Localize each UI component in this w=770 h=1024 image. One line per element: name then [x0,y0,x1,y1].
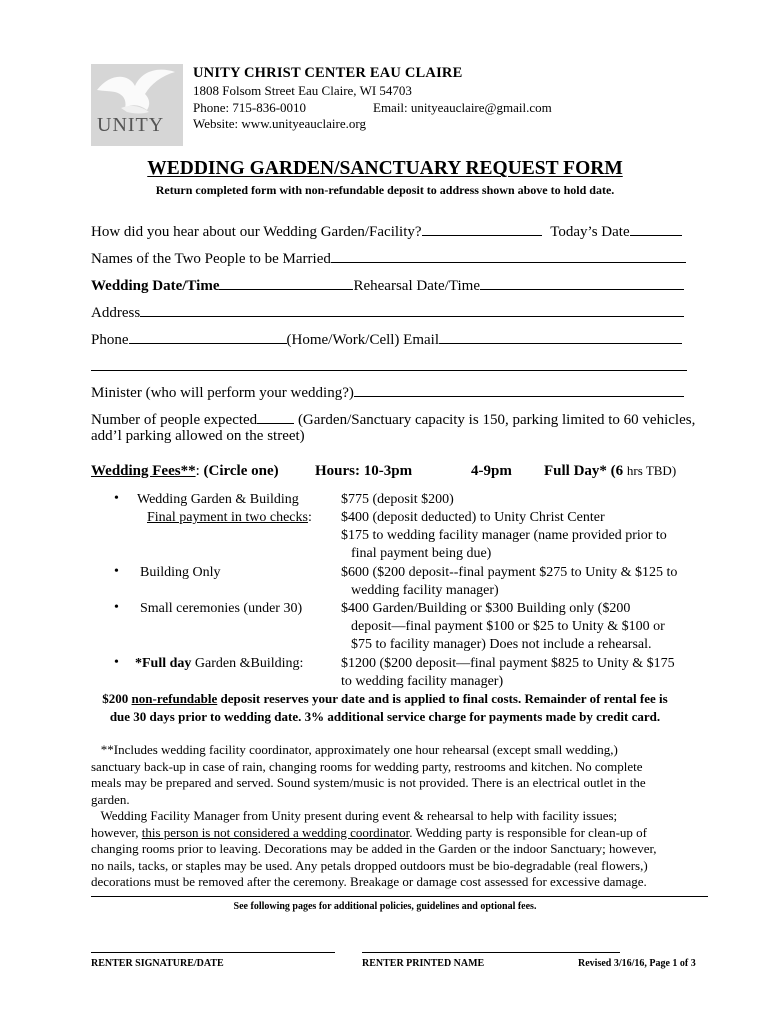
deposit-line-2: due 30 days prior to wedding date. 3% additional service charge for payments made by credit card. [109,709,661,724]
fee-line: $75 to facility manager) Does not include a rehearsal. [351,637,652,652]
fee-line: wedding facility manager) [351,583,499,598]
people-expected-blank[interactable] [257,410,294,424]
printed-name-label: RENTER PRINTED NAME [362,958,485,969]
field-row-address [91,303,684,322]
fees-heading-colon: : [195,463,204,479]
see-following-note: See following pages for additional policies, guidelines and optional fees. [233,901,537,912]
full-day-label: Full Day* (6 [544,463,627,479]
full-day-heading [544,463,676,480]
fees-heading-row [91,463,279,480]
minister-label: Minister (who will perform your wedding?) [91,385,354,401]
capacity-note: (Garden/Sanctuary capacity is 150, parking limited to 60 vehicles, [294,412,696,428]
field-row-phone [91,330,682,349]
deposit-line-1: $200 non-refundable deposit reserves your date and is applied to final costs. Remainder of rental fee is [102,691,668,706]
org-phone: Phone: 715-836-0010 [193,100,307,115]
fee-line: to wedding facility manager) [341,674,504,689]
capacity-note-2: add’l parking allowed on the street) [91,428,305,444]
bullet-icon: • [114,655,119,670]
field-row-minister [91,383,684,402]
circle-one-label: (Circle one) [203,463,279,479]
todays-date-blank[interactable] [630,222,682,236]
fee-item-sub: Final payment in two checks: [147,510,312,525]
field-row-names [91,249,686,268]
minister-blank[interactable] [354,383,684,397]
field-row-dates [91,276,684,295]
bullet-icon: • [114,564,119,579]
names-blank[interactable] [331,249,686,263]
includes-paragraph [91,742,691,891]
people-expected-label: Number of people expected [91,412,258,428]
includes-line: sanctuary back-up in case of rain, changing rooms for wedding party, restrooms and kitchen. No complete [91,758,643,774]
field-row-people [91,410,695,429]
org-email: Email: unityeauclaire@gmail.com [373,100,552,115]
phone-blank[interactable] [129,330,287,344]
footer-divider [91,896,708,897]
org-address: 1808 Folsom Street Eau Claire, WI 54703 [193,83,412,98]
address-blank[interactable] [140,303,684,317]
full-day-hours: hrs TBD) [626,463,677,478]
manager-line: no nails, tacks, or staples may be used. Any petals dropped outdoors must be bio-degradable (real flowers,) [91,857,648,873]
fee-line: $175 to wedding facility manager (name provided prior to [341,528,667,543]
hours-label: Hours: 10-3pm [315,463,413,479]
fee-line: $400 (deposit deducted) to Unity Christ Center [341,510,605,525]
org-website: Website: www.unityeauclaire.org [193,116,366,131]
includes-line: **Includes wedding facility coordinator, approximately one hour rehearsal (except small wedding,) [91,742,618,757]
printed-name-line[interactable] [362,952,620,953]
manager-line: changing rooms prior to leaving. Decorations may be added in the Garden or the indoor Sanctuary; however, [91,841,657,856]
org-name: UNITY CHRIST CENTER EAU CLAIRE [193,65,463,81]
form-subtitle: Return completed form with non-refundable deposit to address shown above to hold date. [155,183,615,197]
fee-line: $600 ($200 deposit--final payment $275 to Unity & $125 to [341,565,678,580]
fee-item-name: Wedding Garden & Building [137,492,299,507]
bullet-icon: • [114,600,119,615]
manager-line: however, this person is not considered a wedding coordinator. Wedding party is responsible for clean-up of [91,824,647,840]
fee-item-name: Small ceremonies (under 30) [140,601,303,616]
fee-line: $775 (deposit $200) [341,492,454,507]
form-title: WEDDING GARDEN/SANCTUARY REQUEST FORM [147,158,623,179]
heard-about-label: How did you hear about our Wedding Garden/Facility? [91,224,422,240]
hours-mid: 4-9pm [471,463,512,479]
todays-date-label: Today’s Date [550,224,630,240]
names-label: Names of the Two People to be Married [91,251,331,267]
phone-email-label: (Home/Work/Cell) Email [286,332,440,348]
signature-line[interactable] [91,952,335,953]
fee-item-name: Building Only [140,565,221,580]
fee-line: $1200 ($200 deposit—final payment $825 to Unity & $175 [341,656,675,671]
manager-line: Wedding Facility Manager from Unity present during event & rehearsal to help with facility issues; [91,808,618,823]
heard-about-blank[interactable] [422,222,542,236]
signature-label: RENTER SIGNATURE/DATE [91,958,224,969]
fee-item-name: *Full day Garden &Building: [135,656,304,671]
email-continuation-blank[interactable] [91,370,687,371]
rehearsal-datetime-label: Rehearsal Date/Time [353,278,480,294]
manager-line: decorations must be removed after the ceremony. Breakage or damage cost assessed for excessive damage. [91,874,647,889]
wedding-datetime-blank[interactable] [219,276,353,290]
includes-line: garden. [91,791,130,807]
fee-line: deposit—final payment $100 or $25 to Unity & $100 or [351,619,665,634]
wedding-datetime-label: Wedding Date/Time [91,278,220,294]
phone-label: Phone [91,332,129,348]
fee-line: $400 Garden/Building or $300 Building only ($200 [341,601,631,616]
logo-text: UNITY [97,114,165,136]
unity-logo [91,64,183,146]
field-row-heard [91,222,682,241]
bullet-icon: • [114,491,119,506]
includes-line: meals may be prepared and served. Sound system/music is not provided. There is an electrical outlet in the [91,775,646,790]
address-label: Address [91,305,141,321]
revision-label: Revised 3/16/16, Page 1 of 3 [578,958,696,969]
email-blank[interactable] [439,330,682,344]
fees-heading: Wedding Fees** [91,463,196,479]
fee-line: final payment being due) [351,546,492,561]
rehearsal-datetime-blank[interactable] [480,276,684,290]
